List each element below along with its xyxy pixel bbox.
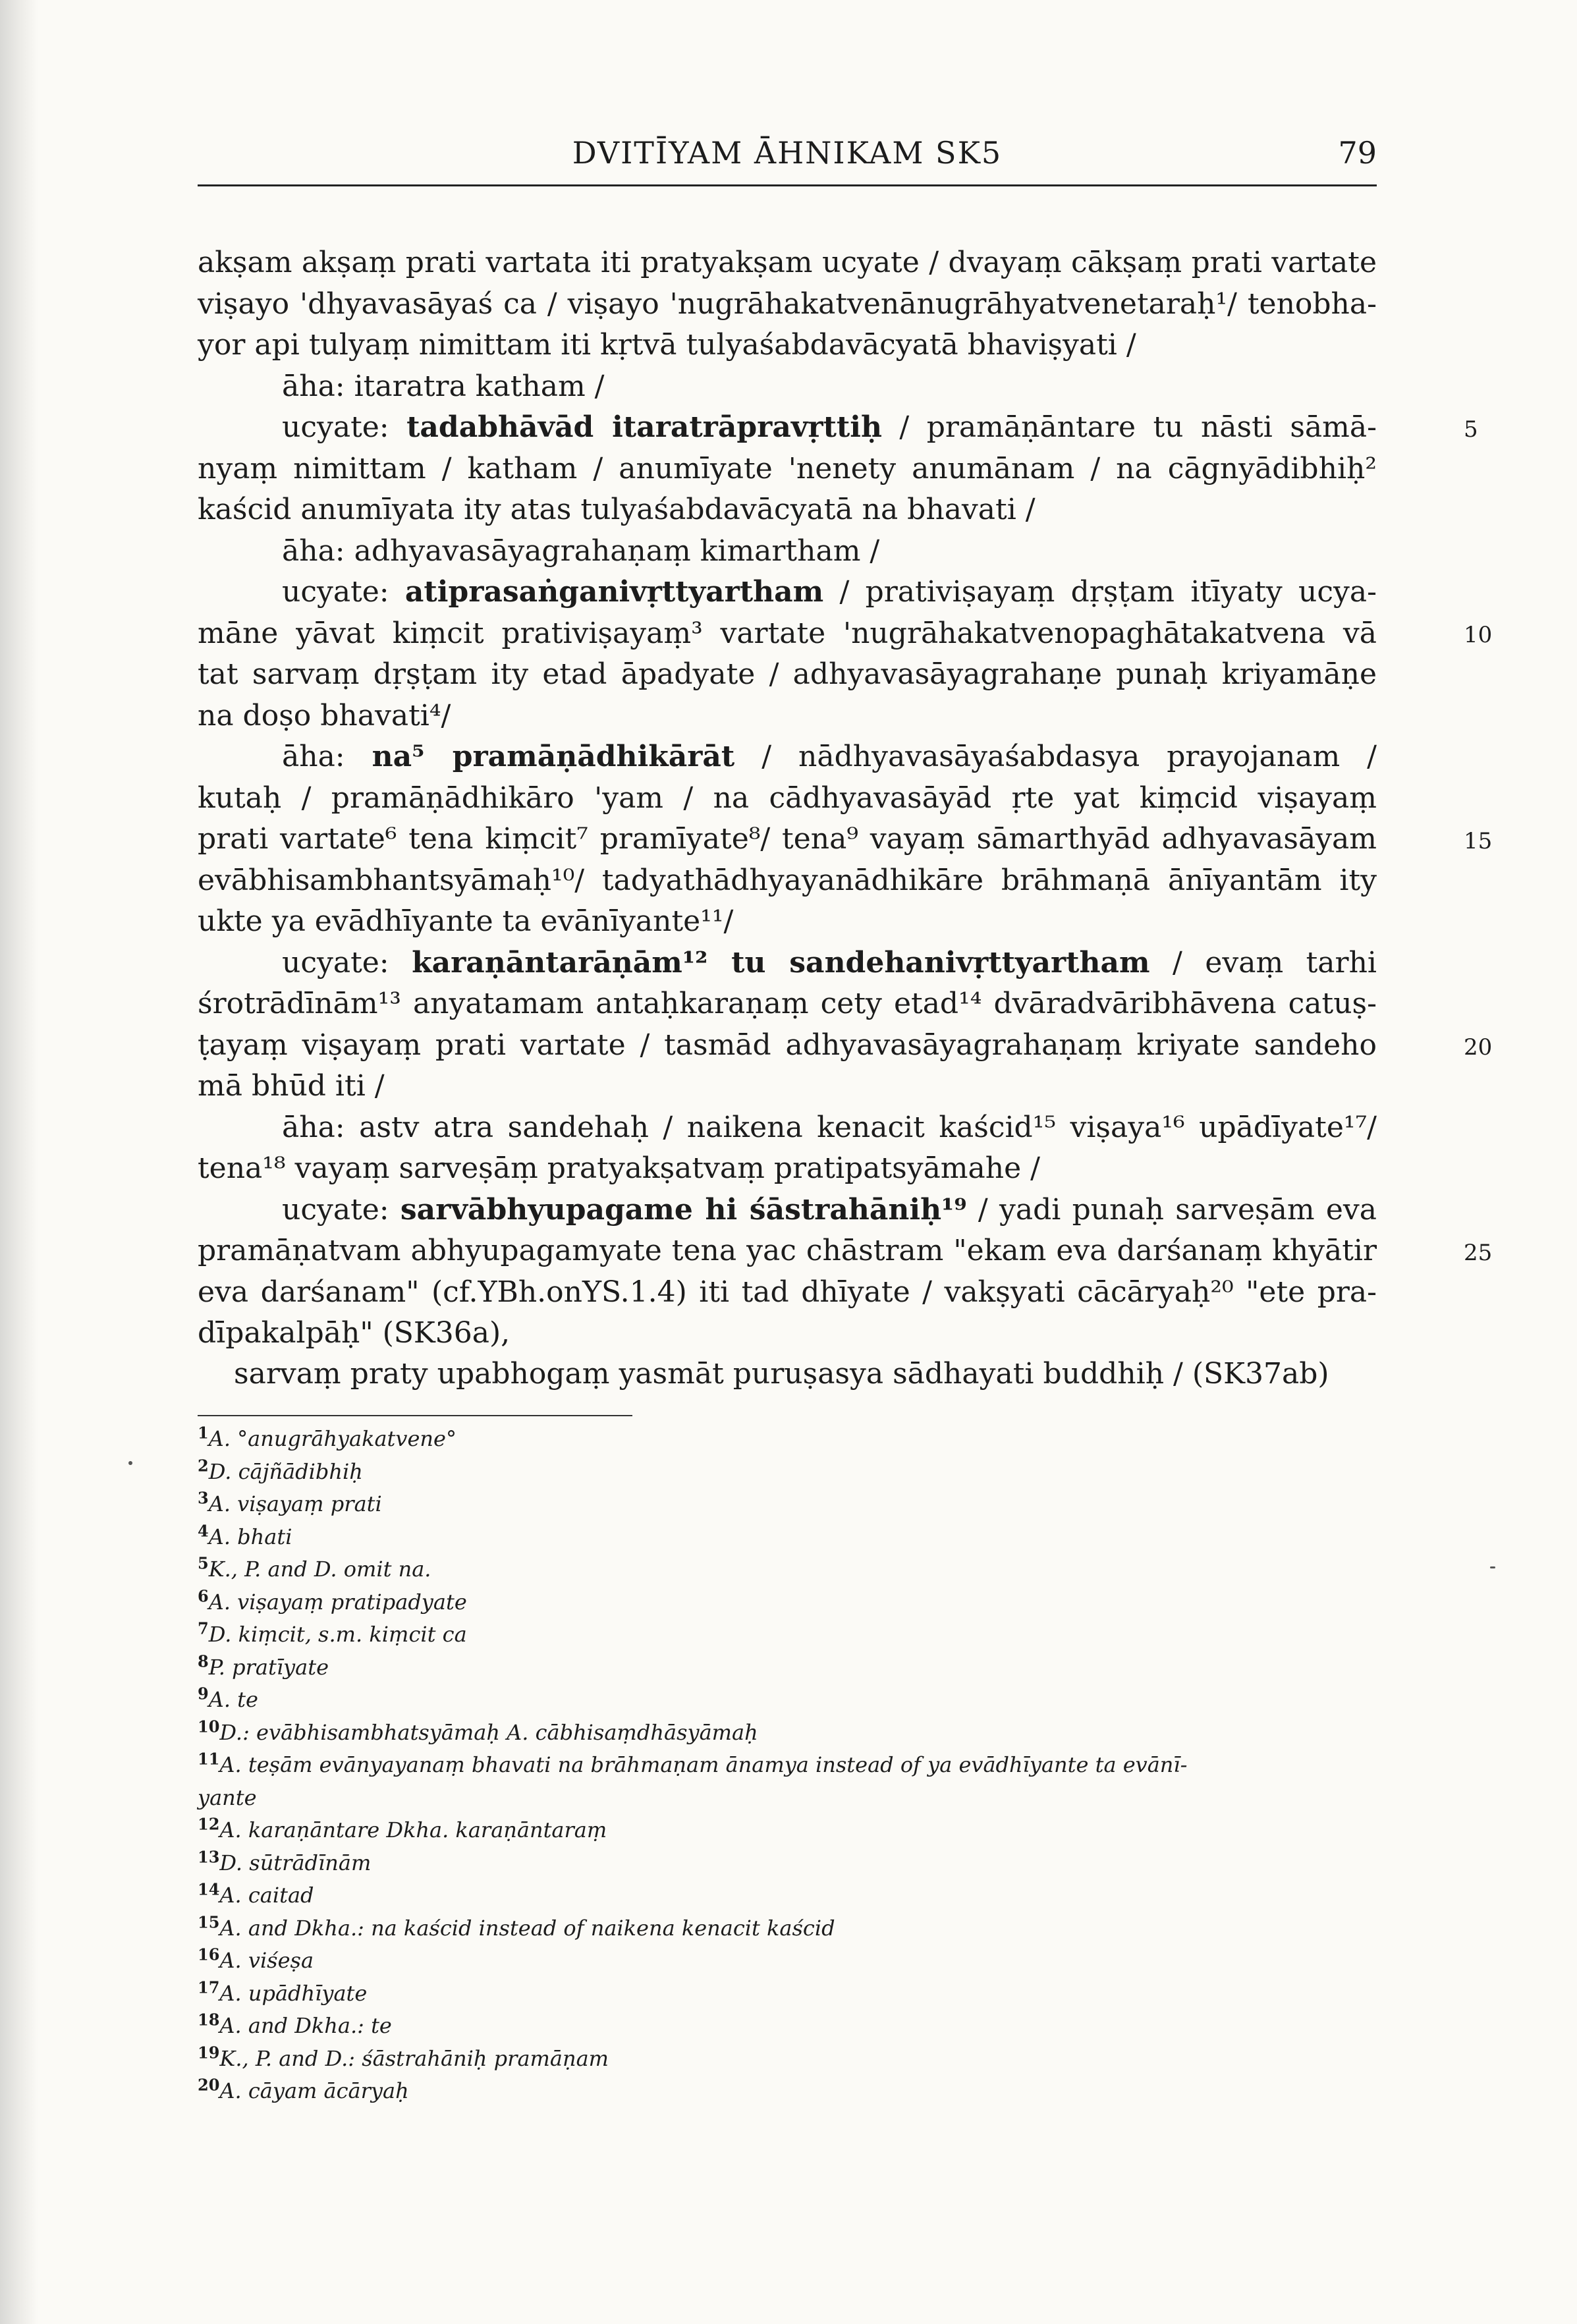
footnote-text: A. upādhīyate [219, 1980, 368, 2006]
footnote [198, 1586, 1390, 1619]
lemma-bold: atiprasaṅganivṛttyartham [404, 575, 824, 609]
footnote-mark: 14 [198, 1879, 220, 1899]
header-rule [198, 184, 1377, 186]
footnote-text: K., P. and D.: śāstrahāniḥ pramāṇam [219, 2045, 609, 2071]
line-number-10: 10 [1464, 622, 1493, 648]
footnote [198, 1456, 1390, 1489]
footnote-text: A. bhati [208, 1524, 292, 1549]
text-line: pramāṇatvam abhyupagamyate tena yac chāstram "ekam eva darśanaṃ khyātir [198, 1234, 1377, 1267]
footnote-text: A. and Dkha.: te [219, 2013, 392, 2038]
line-number-15: 15 [1464, 828, 1493, 854]
footnote-text: D. kiṃcit, s.m. kiṃcit ca [208, 1622, 467, 1647]
text-line: ucyate: sarvābhyupagame hi śāstrahāniḥ¹⁹ / yadi punaḥ sarveṣām eva [282, 1192, 1377, 1227]
footnote-mark: 11 [198, 1749, 220, 1769]
text-line: tena¹⁸ vayaṃ sarveṣāṃ pratyakṣatvaṃ pratipatsyāmahe / [198, 1151, 1040, 1185]
text-line: dīpakalpāḥ" (SK36a), [198, 1316, 511, 1350]
footnote-mark: 3 [198, 1488, 209, 1508]
text-line: ucyate: tadabhāvād itaratrāpravṛttiḥ / pramāṇāntare tu nāsti sāmā- [282, 410, 1377, 444]
text-line: mā bhūd iti / [198, 1069, 385, 1103]
text-line: ucyate: atiprasaṅganivṛttyartham / prativiṣayaṃ dṛṣṭam itīyaty ucya- [282, 575, 1377, 609]
footnote-mark: 18 [198, 2010, 220, 2030]
footnote-text: A. and Dkha.: na kaścid instead of naikena kenacit kaścid [219, 1915, 835, 1941]
text-line: evābhisambhantsyāmaḥ¹⁰/ tadyathādhyayanādhikāre brāhmaṇā ānīyantām ity [198, 863, 1377, 897]
text-line: eva darśanam" (cf.YBh.onYS.1.4) iti tad dhīyate / vakṣyati cācāryaḥ²⁰ "ete pra- [198, 1275, 1377, 1309]
footnote [198, 1717, 1390, 1750]
footnote [198, 2075, 1390, 2108]
lemma-bold: karaṇāntarāṇām¹² tu sandehanivṛttyartham [412, 945, 1150, 980]
footnote [198, 2010, 1390, 2043]
text-line: āha: na⁵ pramāṇādhikārāt / nādhyavasāyaśabdasya prayojanam / [282, 740, 1377, 773]
footnote-text: A. cāyam ācāryaḥ [219, 2078, 409, 2103]
footnote [198, 1879, 1390, 1912]
page-number: 79 [1338, 135, 1377, 171]
text-line: akṣam akṣaṃ prati vartata iti pratyakṣam ucyate / dvayaṃ cākṣaṃ prati vartate [198, 246, 1377, 279]
footnote-mark: 2 [198, 1455, 209, 1475]
footnote-mark: 16 [198, 1945, 220, 1964]
footnote [198, 2043, 1390, 2076]
footnote-mark: 1 [198, 1423, 209, 1443]
footnote-mark: 5 [198, 1553, 209, 1573]
text-line: yor api tulyaṃ nimittam iti kṛtvā tulyaśabdavācyatā bhaviṣyati / [198, 328, 1136, 362]
footnote-text: A. caitad [219, 1883, 314, 1908]
footnote-rule [198, 1415, 632, 1416]
footnote-mark: 20 [198, 2075, 220, 2095]
running-title: DVITĪYAM ĀHNIKAM SK5 [572, 135, 1003, 171]
line-number-25: 25 [1464, 1240, 1493, 1266]
scan-page-edge [0, 0, 38, 2324]
footnote-mark: 7 [198, 1618, 209, 1638]
footnote-text: A. viṣayaṃ pratipadyate [208, 1589, 467, 1615]
footnote-mark: 15 [198, 1912, 220, 1931]
footnote [198, 1749, 1390, 1782]
footnote [198, 1488, 1390, 1521]
footnote-mark: 19 [198, 2042, 220, 2062]
text-line: viṣayo 'dhyavasāyaś ca / viṣayo 'nugrāhakatvenānugrāhyatvenetaraḥ¹/ tenobha- [198, 287, 1377, 321]
footnote [198, 1684, 1390, 1717]
footnote [198, 1782, 1390, 1815]
footnote-text: D. cājñādibhiḥ [208, 1458, 363, 1484]
footnote-mark: 13 [198, 1846, 220, 1866]
text-line: nyaṃ nimittam / katham / anumīyate 'nenety anumānam / na cāgnyādibhiḥ² [198, 451, 1377, 485]
footnote [198, 1847, 1390, 1880]
footnote-text: A. teṣām evānyayanaṃ bhavati na brāhmaṇam ānamya instead of ya evādhīyante ta evānī- [219, 1752, 1188, 1777]
footnote-text: A. te [208, 1687, 258, 1712]
verse-quotation: sarvaṃ praty upabhogaṃ yasmāt puruṣasya sādhayati buddhiḥ / (SK37ab) [234, 1357, 1329, 1391]
lemma-bold: sarvābhyupagame hi śāstrahāniḥ¹⁹ [400, 1192, 967, 1227]
scan-speck [128, 1461, 132, 1465]
footnote-mark: 17 [198, 1977, 220, 1997]
footnote [198, 1978, 1390, 2010]
footnote-text: D.: evābhisambhatsyāmaḥ A. cābhisaṃdhāsyāmaḥ [219, 1719, 758, 1745]
footnote [198, 1423, 1390, 1456]
footnote-mark: 6 [198, 1586, 209, 1605]
footnote-mark: 9 [198, 1684, 209, 1703]
footnote [198, 1553, 1390, 1586]
footnote [198, 1814, 1390, 1847]
footnote-mark: 8 [198, 1651, 209, 1671]
text-line: tat sarvaṃ dṛṣṭam ity etad āpadyate / adhyavasāyagrahaṇe punaḥ kriyamāṇe [198, 657, 1377, 691]
text-line: kaścid anumīyata ity atas tulyaśabdavācyatā na bhavati / [198, 493, 1036, 526]
text-line: na doṣo bhavati⁴/ [198, 698, 451, 733]
text-line: ukte ya evādhīyante ta evānīyante¹¹/ [198, 904, 734, 938]
footnote [198, 1521, 1390, 1554]
main-text [198, 242, 1377, 1354]
line-number-5: 5 [1464, 416, 1478, 443]
footnote [198, 1945, 1390, 1978]
footnote-mark: 12 [198, 1814, 220, 1834]
lemma-bold: na⁵ pramāṇādhikārāt [372, 740, 735, 773]
footnote-text: A. °anugrāhyakatvene° [208, 1426, 456, 1451]
footnote [198, 1912, 1390, 1945]
footnote-mark: 4 [198, 1520, 209, 1540]
text-line: kutaḥ / pramāṇādhikāro 'yam / na cādhyavasāyād ṛte yat kiṃcid viṣayaṃ [198, 781, 1377, 815]
footnotes [198, 1423, 1390, 2108]
footnote-text: A. karaṇāntare Dkha. karaṇāntaraṃ [219, 1817, 607, 1842]
text-line: āha: adhyavasāyagrahaṇaṃ kimartham / [282, 534, 880, 568]
footnote-text: P. pratīyate [208, 1654, 329, 1680]
footnote-text: yante [198, 1784, 257, 1810]
footnote [198, 1651, 1390, 1684]
footnote [198, 1618, 1390, 1651]
footnote-text: A. viśeṣa [219, 1948, 314, 1973]
text-line: māne yāvat kiṃcit prativiṣayaṃ³ vartate 'nugrāhakatvenopaghātakatvena vā [198, 616, 1377, 650]
text-line: āha: itaratra katham / [282, 369, 605, 403]
footnote-text: A. viṣayaṃ prati [208, 1491, 382, 1516]
text-line: āha: astv atra sandehaḥ / naikena kenacit kaścid¹⁵ viṣaya¹⁶ upādīyate¹⁷/ [282, 1110, 1377, 1144]
running-header [198, 135, 1377, 188]
scan-speck [1490, 1566, 1495, 1568]
text-line: ṭayaṃ viṣayaṃ prati vartate / tasmād adhyavasāyagrahaṇaṃ kriyate sandeho [198, 1028, 1377, 1062]
lemma-bold: tadabhāvād itaratrāpravṛttiḥ [406, 410, 882, 444]
text-line: ucyate: karaṇāntarāṇām¹² tu sandehanivṛttyartham / evaṃ tarhi [282, 945, 1377, 980]
footnote-text: K., P. and D. omit na. [208, 1557, 431, 1582]
footnote-text: D. sūtrādīnām [219, 1850, 372, 1875]
text-line: śrotrādīnām¹³ anyatamam antaḥkaraṇaṃ cety etad¹⁴ dvāradvāribhāvena catuṣ- [198, 987, 1377, 1020]
footnote-mark: 10 [198, 1716, 220, 1736]
line-number-20: 20 [1464, 1034, 1493, 1061]
text-line: prati vartate⁶ tena kiṃcit⁷ pramīyate⁸/ tena⁹ vayaṃ sāmarthyād adhyavasāyam [198, 822, 1377, 856]
